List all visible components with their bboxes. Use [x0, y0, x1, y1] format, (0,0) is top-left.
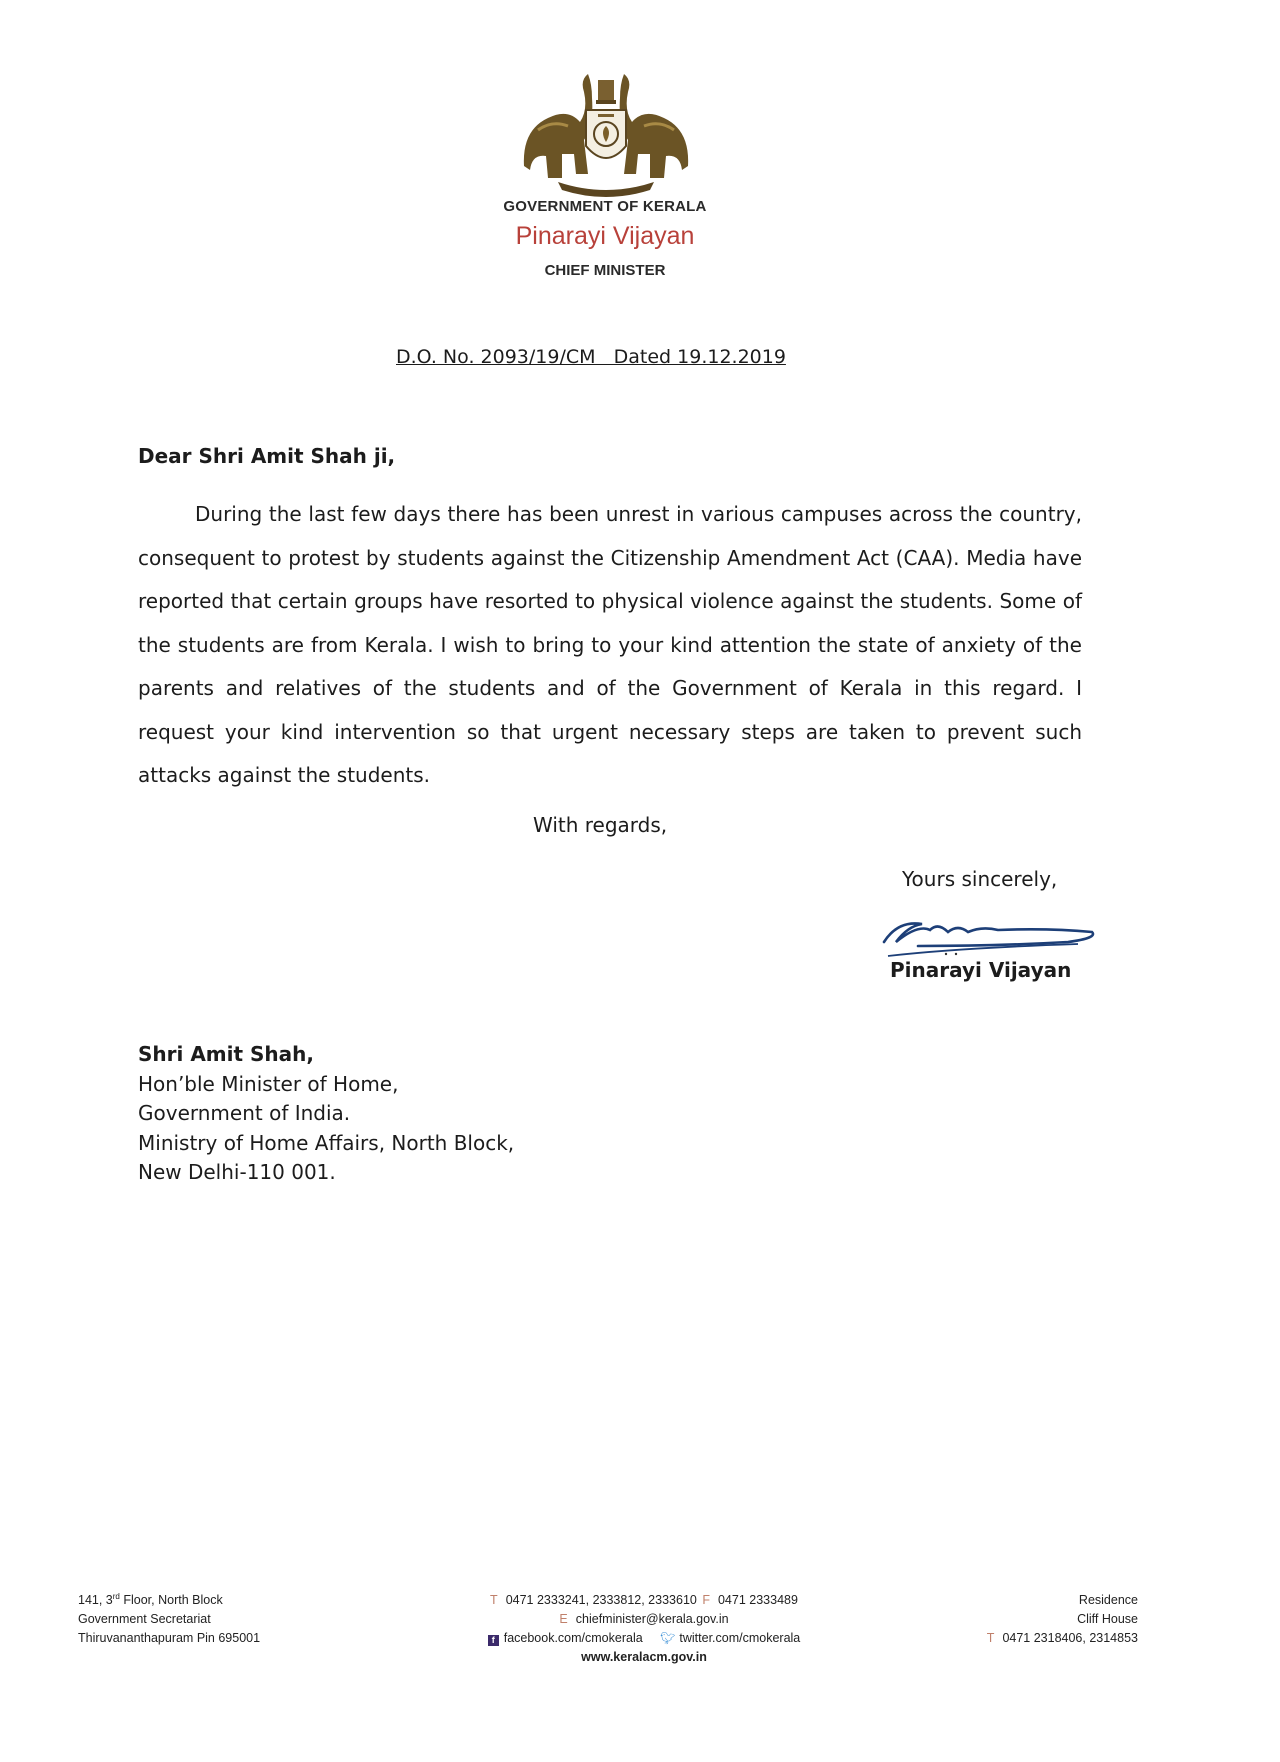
twitter-icon: 🐦︎ — [660, 1631, 676, 1645]
letterhead-title: CHIEF MINISTER — [544, 262, 666, 279]
phone-fax-line — [420, 1591, 868, 1610]
residence-phone-line — [900, 1629, 1138, 1648]
fax-label: F — [702, 1593, 710, 1607]
kerala-emblem-logo — [518, 70, 694, 198]
facebook-icon: f — [488, 1635, 499, 1646]
office-address-line-3: Thiruvananthapuram Pin 695001 — [78, 1631, 261, 1645]
office-floor: Floor, North Block — [119, 1593, 223, 1607]
footer-contact — [420, 1591, 868, 1667]
office-number: 141, 3 — [78, 1593, 113, 1607]
addressee-line: Ministry of Home Affairs, North Block, — [138, 1130, 515, 1155]
footer-office-address — [78, 1591, 260, 1648]
addressee-block — [138, 1040, 514, 1188]
residence-phone: 0471 2318406, 2314853 — [1002, 1631, 1138, 1645]
phone-number: 0471 2333241, 2333812, 2333610 — [505, 1593, 697, 1607]
closing: Yours sincerely, — [902, 867, 1058, 891]
phone-label: T — [490, 1593, 498, 1607]
residence-heading: Residence — [1078, 1593, 1138, 1607]
residence-name: Cliff House — [1077, 1612, 1138, 1626]
office-address-line-1 — [78, 1591, 260, 1610]
letterhead-name: Pinarayi Vijayan — [515, 222, 695, 250]
email-link[interactable]: chiefminister@kerala.gov.in — [575, 1612, 729, 1626]
social-line — [420, 1629, 868, 1648]
signer-name: Pinarayi Vijayan — [890, 958, 1072, 982]
reference-number: D.O. No. 2093/19/CM Dated 19.12.2019 — [396, 346, 786, 368]
residence-phone-label: T — [986, 1631, 995, 1645]
email-line — [420, 1610, 868, 1629]
addressee-line: Hon’ble Minister of Home, — [138, 1071, 399, 1096]
addressee-line: Government of India. — [138, 1101, 351, 1125]
handwritten-signature — [878, 912, 1098, 958]
footer-residence — [900, 1591, 1138, 1648]
addressee-line: Shri Amit Shah, — [138, 1042, 314, 1066]
ordinal-suffix: rd — [112, 1591, 120, 1601]
office-address-line-2: Government Secretariat — [78, 1612, 211, 1626]
website-link[interactable]: www.keralacm.gov.in — [581, 1650, 707, 1664]
twitter-link[interactable]: twitter.com/cmokerala — [679, 1631, 801, 1645]
facebook-link[interactable]: facebook.com/cmokerala — [503, 1631, 643, 1645]
letter-body: During the last few days there has been unrest in various campuses across the country, consequent to protest by students against the Citizenship Amendment Act (CAA). Media have reported that certain groups have resorted to physical violence against the students. Some of the students are from Kerala. I wish to bring to your kind attention the state of anxiety of the parents and relatives of the students and of the Government of Kerala in this regard. I request your kind intervention so that urgent necessary steps are taken to prevent such attacks against the students. — [138, 502, 1082, 787]
fax-number: 0471 2333489 — [717, 1593, 798, 1607]
addressee-line: New Delhi-110 001. — [138, 1160, 336, 1184]
email-label: E — [559, 1612, 568, 1626]
salutation: Dear Shri Amit Shah ji, — [138, 444, 396, 468]
regards: With regards, — [533, 813, 668, 837]
letterhead-government: GOVERNMENT OF KERALA — [503, 198, 707, 215]
